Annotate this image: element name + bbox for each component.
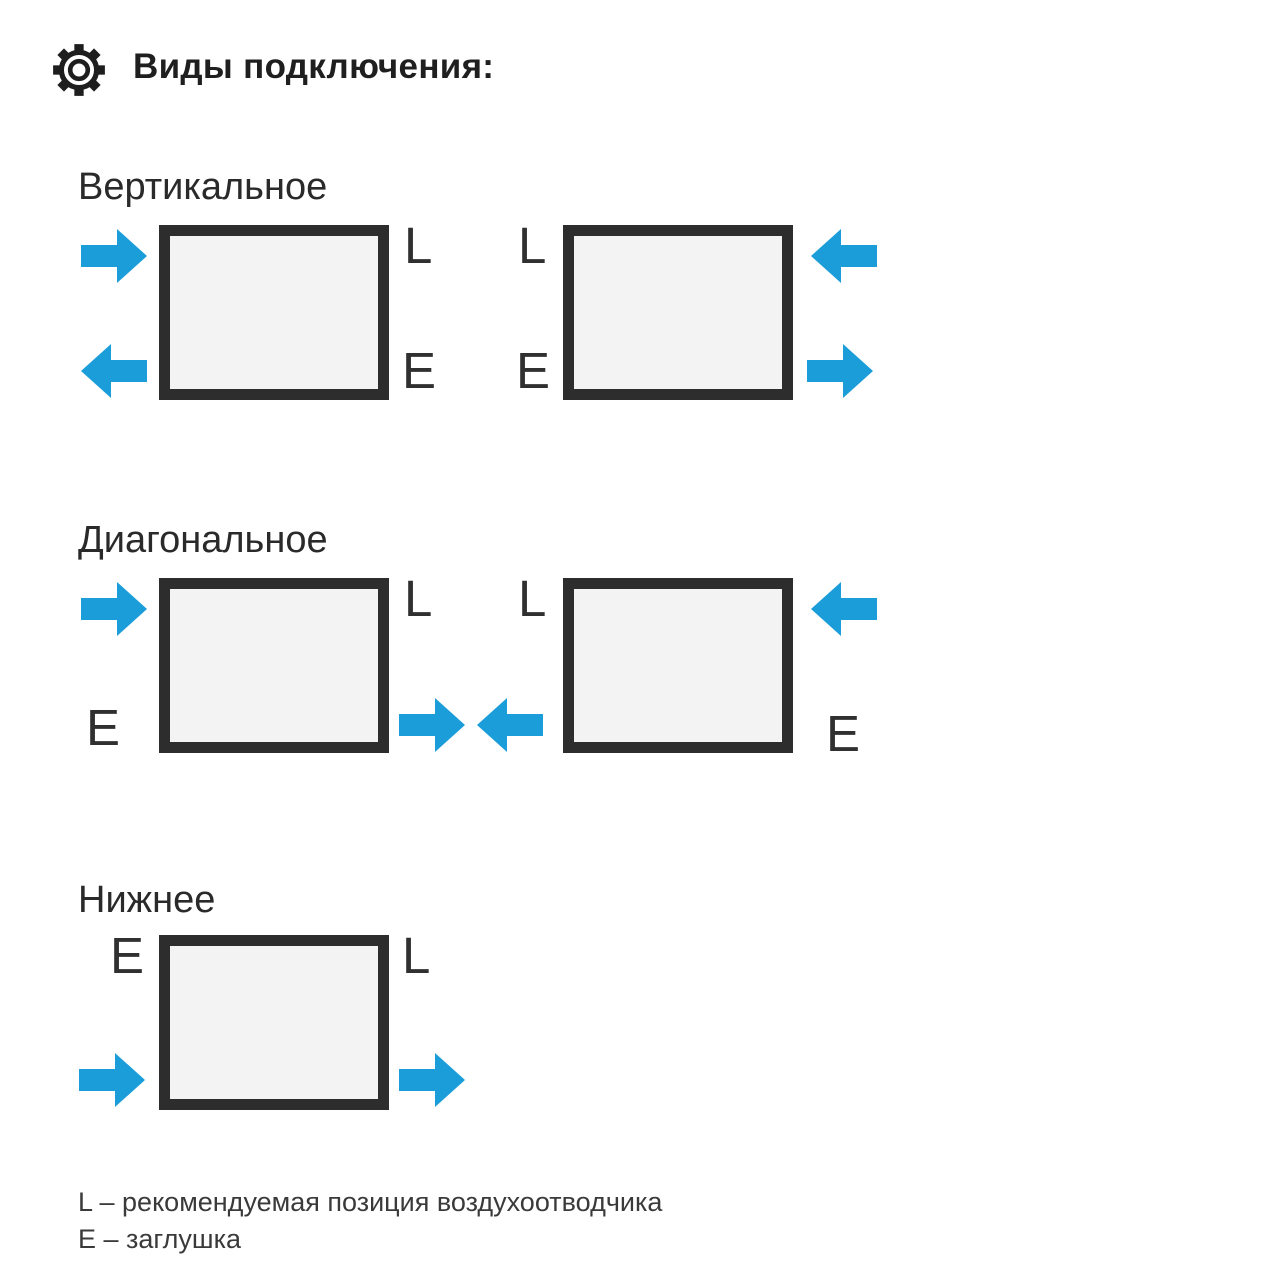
flow-arrow-outlet-icon: [399, 698, 465, 752]
plug-label: E: [110, 927, 145, 984]
flow-arrow-outlet-icon: [807, 344, 873, 398]
radiator-body: [159, 578, 389, 753]
flow-arrow-inlet-icon: [811, 582, 877, 636]
flow-arrow-inlet-icon: [81, 229, 147, 283]
section-diagonal-label: Диагональное: [78, 519, 328, 561]
air-vent-label: L: [518, 217, 547, 274]
radiator-body: [159, 225, 389, 400]
legend-air-vent-line: L – рекомендуемая позиция воздухоотводчика: [78, 1187, 663, 1217]
flow-arrow-outlet-icon: [81, 344, 147, 398]
flow-arrow-outlet-icon: [477, 698, 543, 752]
radiator-body: [159, 935, 389, 1110]
plug-label: E: [86, 699, 121, 756]
legend-plug-line: E – заглушка: [78, 1224, 242, 1254]
flow-arrow-inlet-icon: [81, 582, 147, 636]
air-vent-label: L: [404, 570, 433, 627]
plug-label: E: [826, 705, 861, 762]
radiator-body: [563, 578, 793, 753]
air-vent-label: L: [404, 217, 433, 274]
air-vent-label: L: [518, 570, 547, 627]
page-title: Виды подключения:: [133, 47, 495, 86]
plug-label: E: [402, 342, 437, 399]
radiator-body: [563, 225, 793, 400]
air-vent-label: L: [402, 927, 431, 984]
flow-arrow-inlet-icon: [79, 1053, 145, 1107]
section-bottom-label: Нижнее: [78, 879, 216, 921]
flow-arrow-inlet-icon: [811, 229, 877, 283]
flow-arrow-outlet-icon: [399, 1053, 465, 1107]
section-vertical-label: Вертикальное: [78, 166, 328, 208]
gear-icon: [50, 41, 108, 99]
plug-label: E: [516, 342, 551, 399]
